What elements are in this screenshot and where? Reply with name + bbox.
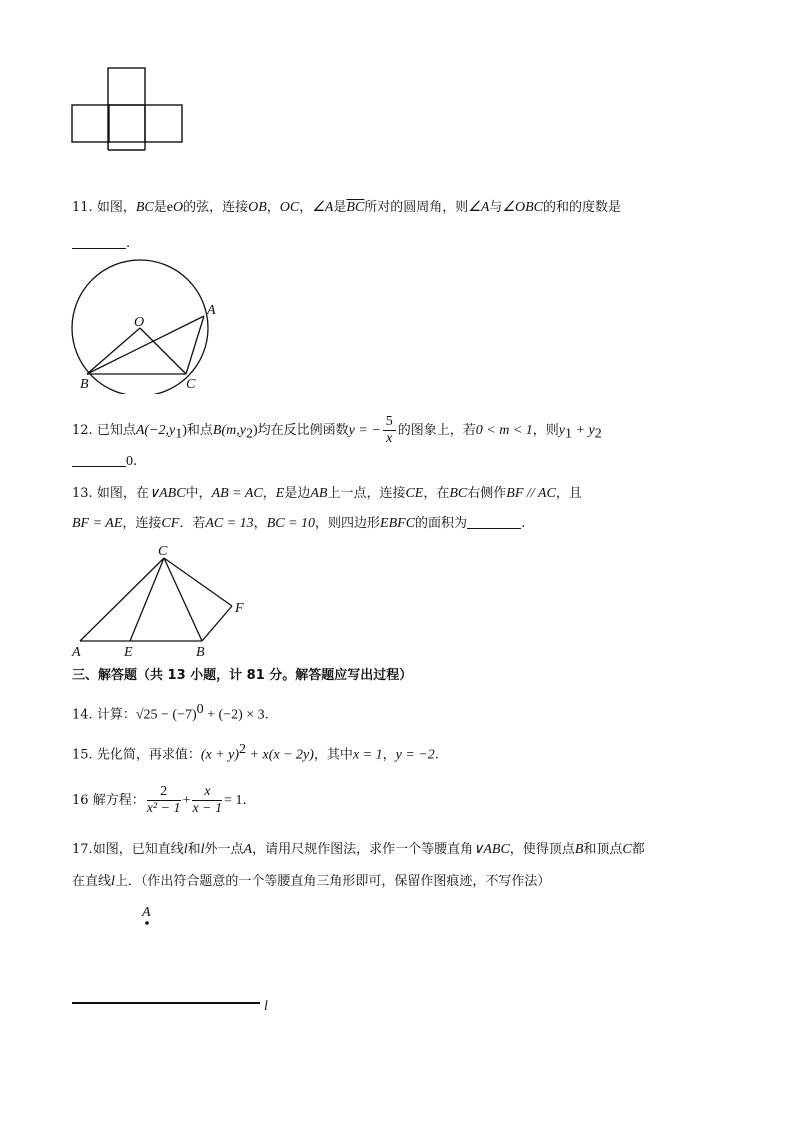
- q16-fraction-2: $\frac{x}{x - 1}$: [192, 784, 223, 816]
- q17-line1: 17.如图，已知直线l和l外一点A，请用尺规作图法，求作一个等腰直角∨ABC，使得顶点B和顶点C都: [72, 842, 645, 857]
- q13-answer-blank[interactable]: [467, 514, 521, 529]
- q13-label-a: A: [72, 645, 81, 660]
- q12-line1: 12. 已知点$A(-2,y_1)$和点$B(m,y_2)$均在反比例函数y = − $\frac{5}{x}$ 的图象上，若0 < m < 1，则$y_1 + y_2$: [72, 414, 602, 446]
- q13-label-b: B: [196, 645, 205, 660]
- q11-circle-figure: [62, 256, 232, 394]
- q17-line-label: l: [264, 999, 268, 1014]
- section3-title: 三、解答题（共 13 小题，计 81 分。解答题应写出过程）: [72, 668, 413, 683]
- q16-line: 16 解方程： $\frac{2}{\text{x² − 1}}$ + $\frac{x}{x - 1}$ = 1.: [72, 784, 247, 816]
- q12-fraction: $\frac{5}{x}$: [383, 414, 396, 447]
- q14-line: 14. 计算：$√25 - (-7)^0 + (-2) \times 3$.: [72, 702, 269, 723]
- q11-label-b: B: [80, 377, 89, 392]
- cross-net-bottom: [108, 140, 148, 152]
- q11-answer-blank[interactable]: [72, 234, 126, 249]
- q17-figure: [70, 896, 290, 1016]
- q13-triangle-figure: [68, 542, 258, 662]
- q11-line1: 11. 如图，BC是eO的弦，连接OB，OC，∠A是$\overline{BC}$所对的圆周角，则∠A与∠OBC的和的度数是: [72, 200, 621, 215]
- q17-point-label: A: [142, 905, 151, 920]
- q11-line2: .: [72, 234, 130, 254]
- q12-line2: 0.: [72, 452, 137, 472]
- q13-label-f: F: [235, 601, 244, 616]
- q15-line: 15. 先化简，再求值：$(x + y)^2 + x(x - 2y)$，其中x = 1，y = −2.: [72, 742, 439, 763]
- q12-answer-blank[interactable]: [72, 452, 126, 467]
- q11-label-o: O: [134, 315, 145, 330]
- q11-label-a: A: [207, 303, 216, 318]
- q16-fraction-1: $\frac{2}{\text{x² − 1}}$: [146, 784, 181, 816]
- q11-label-c: C: [186, 377, 196, 392]
- q13-label-e: E: [124, 645, 133, 660]
- q17-point-a: [145, 921, 149, 925]
- q13-line2: BF = AE，连接CF．若AC = 13，BC = 10，则四边形EBFC的面积为 .: [72, 516, 526, 531]
- q17-line2: 在直线l上．（作出符合题意的一个等腰直角三角形即可，保留作图痕迹，不写作法）: [72, 874, 551, 889]
- q13-label-c: C: [158, 544, 168, 559]
- q13-line1: 13. 如图，在∨ABC中，AB = AC，E是边AB上一点，连接CE，在BC右侧作BF // AC，且: [72, 486, 582, 501]
- cross-net-figure: [70, 66, 190, 150]
